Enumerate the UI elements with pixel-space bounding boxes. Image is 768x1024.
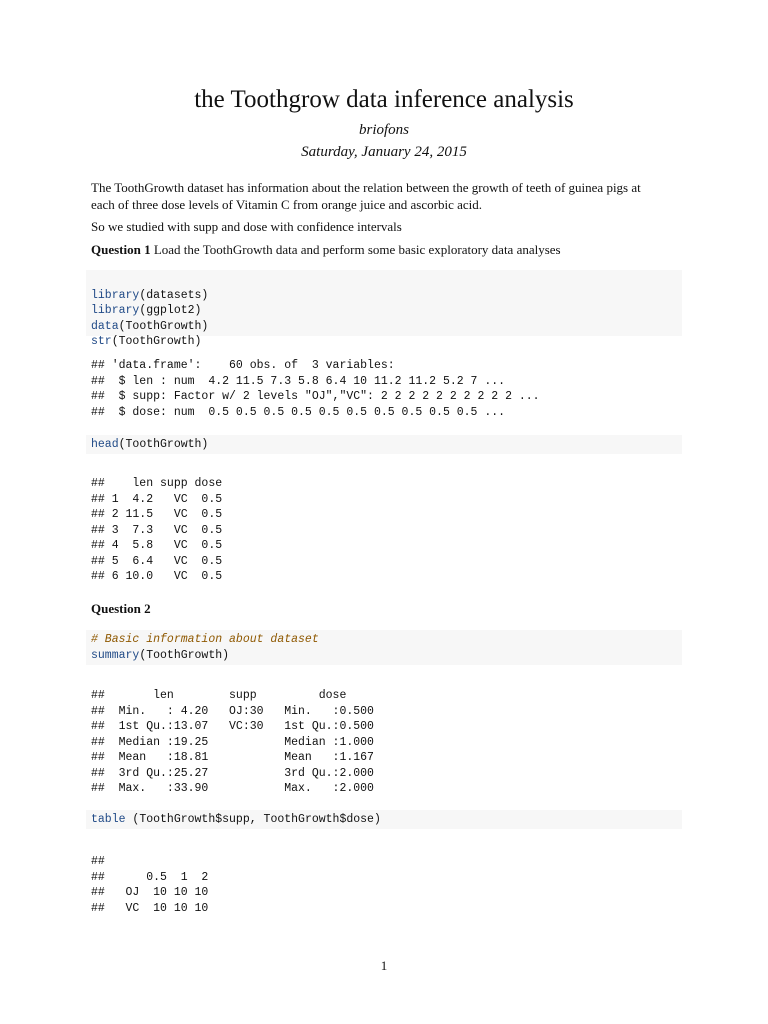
code-function: library [91,288,140,302]
output-block-2 [91,476,222,585]
intro-line-2: each of three dose levels of Vitamin C from orange juice and ascorbic acid. [91,197,482,212]
code-args: (ggplot2) [139,304,202,317]
output-line: ## len supp dose [91,477,223,490]
code-line [91,319,677,335]
output-line: ## 6 10.0 VC 0.5 [91,570,223,583]
output-line: ## Min. : 4.20 OJ:30 Min. :0.500 [91,704,388,718]
code-function: table [91,813,126,826]
output-line: ## $ supp: Factor w/ 2 levels "OJ","VC": 2 2 2 2 2 2 2 2 2 2 ... [91,390,540,403]
question-1-label: Question 1 [91,242,151,257]
code-args: (ToothGrowth) [118,319,209,333]
code-args: (ToothGrowth) [118,438,209,451]
code-args: (ToothGrowth) [139,648,230,662]
code-function: data [91,319,119,333]
code-args: (ToothGrowth$supp, ToothGrowth$dose) [125,813,381,826]
output-line: ## Median :19.25 Median :1.000 [91,735,388,749]
question-1-paragraph [91,241,691,258]
output-block-1 [91,358,540,420]
output-line: ## 4 5.8 VC 0.5 [91,539,223,552]
code-line [91,288,677,304]
code-function: summary [91,648,140,662]
code-line [91,303,677,319]
question-1-text: Load the ToothGrowth data and perform some basic exploratory data analyses [150,242,561,257]
output-line: ## 2 11.5 VC 0.5 [91,508,223,521]
intro-paragraph [91,179,691,213]
output-block-3 [91,688,388,797]
output-line: ## 3rd Qu.:25.27 3rd Qu.:2.000 [91,766,388,780]
output-block-4 [91,854,208,916]
output-line: ## 0.5 1 2 [91,870,209,884]
code-block-2 [86,435,682,454]
code-args: (ToothGrowth) [111,335,202,348]
output-line: ## 3 7.3 VC 0.5 [91,523,223,537]
output-line: ## len supp dose [91,689,388,702]
intro-paragraph-2: So we studied with supp and dose with confidence intervals [91,219,402,234]
code-function: library [91,304,140,317]
code-function: head [91,438,119,451]
output-line: ## Max. :33.90 Max. :2.000 [91,782,388,795]
code-block-3 [86,630,682,665]
output-line: ## 1 4.2 VC 0.5 [91,492,223,506]
output-line: ## OJ 10 10 10 [91,886,209,899]
output-line: ## Mean :18.81 Mean :1.167 [91,751,388,764]
code-function: str [91,335,112,348]
output-line: ## 5 6.4 VC 0.5 [91,554,223,568]
question-2-heading: Question 2 [91,601,151,616]
code-line [91,334,677,350]
code-block-4 [86,810,682,829]
document-date: Saturday, January 24, 2015 [301,144,467,160]
page-number: 1 [380,958,388,973]
output-line: ## [91,855,140,868]
output-line: ## 'data.frame': 60 obs. of 3 variables: [91,359,395,372]
output-line: ## $ len : num 4.2 11.5 7.3 5.8 6.4 10 11.2 11.2 5.2 7 ... [91,374,506,388]
output-line: ## $ dose: num 0.5 0.5 0.5 0.5 0.5 0.5 0.5 0.5 0.5 0.5 ... [91,405,506,419]
intro-line-1: The ToothGrowth dataset has information about the relation between the growth of teeth of guinea pigs at [91,180,641,195]
output-line: ## VC 10 10 10 [91,901,209,915]
code-args: (datasets) [139,288,209,302]
document-author: briofons [358,122,409,138]
code-line [91,648,677,664]
document-title: the Toothgrow data inference analysis [194,86,574,113]
code-block-1 [86,270,682,348]
code-comment: # Basic information about dataset [91,633,319,646]
output-line: ## 1st Qu.:13.07 VC:30 1st Qu.:0.500 [91,720,388,733]
